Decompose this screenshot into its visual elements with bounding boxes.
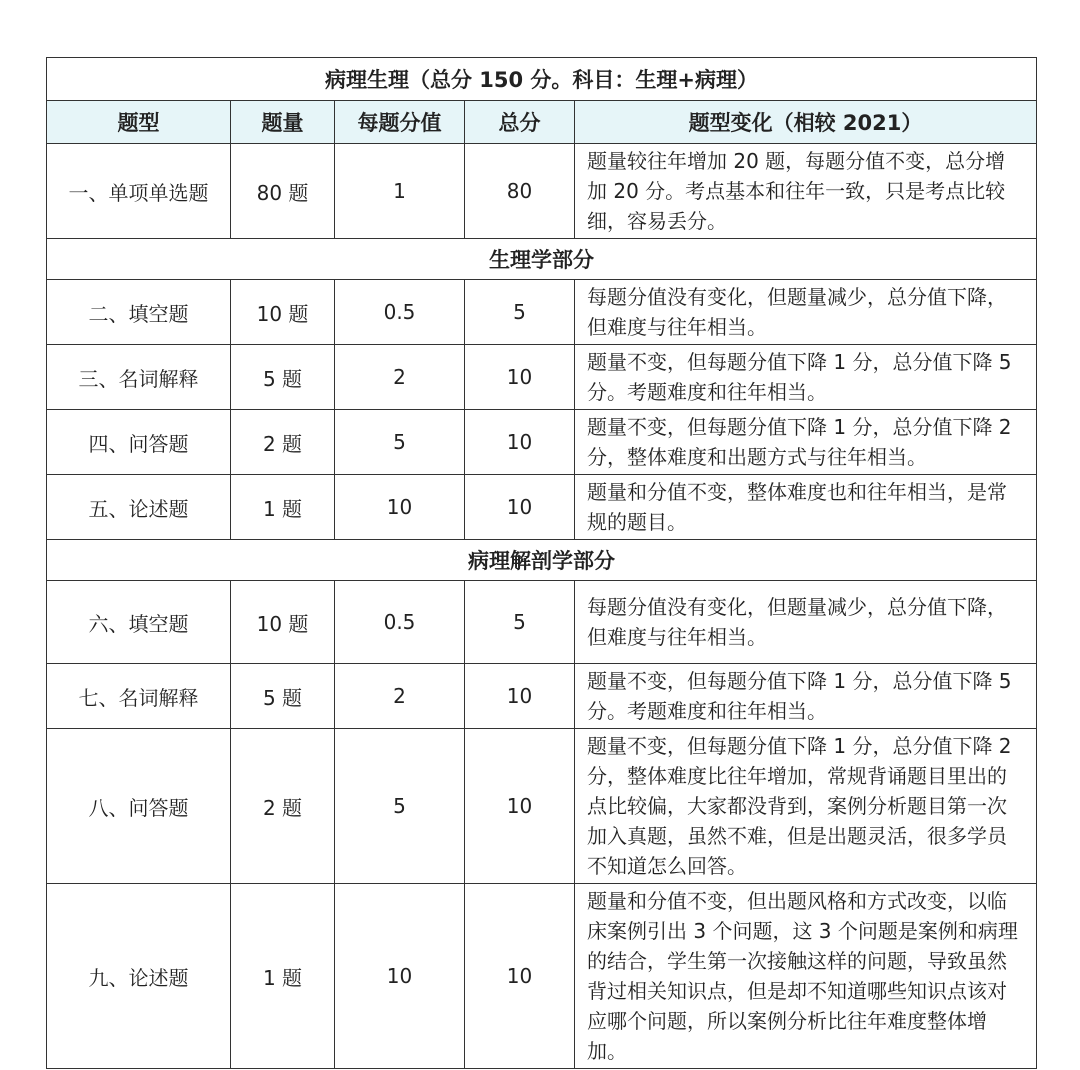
cell-count: 10 题: [231, 581, 335, 664]
table-row: [47, 410, 1037, 475]
cell-type: 九、论述题: [47, 884, 231, 1069]
cell-total: 80: [465, 144, 575, 239]
cell-count: 10 题: [231, 280, 335, 345]
cell-note: 每题分值没有变化，但题量减少，总分值下降，但难度与往年相当。: [575, 581, 1037, 664]
cell-each: 10: [335, 475, 465, 540]
cell-note: 题量不变，但每题分值下降 1 分，总分值下降 2 分，整体难度和出题方式与往年相当。: [575, 410, 1037, 475]
section-header-pathology: [47, 540, 1037, 581]
table-title: 病理生理（总分 150 分。科目：生理+病理）: [47, 58, 1037, 101]
cell-type: 六、填空题: [47, 581, 231, 664]
table-row: [47, 345, 1037, 410]
cell-total: 10: [465, 345, 575, 410]
cell-total: 5: [465, 280, 575, 345]
cell-each: 5: [335, 729, 465, 884]
cell-total: 10: [465, 410, 575, 475]
cell-each: 0.5: [335, 581, 465, 664]
header-points-each: 每题分值: [335, 101, 465, 144]
cell-note: 每题分值没有变化，但题量减少，总分值下降，但难度与往年相当。: [575, 280, 1037, 345]
cell-note: 题量不变，但每题分值下降 1 分，总分值下降 2 分，整体难度比往年增加，常规背诵题目里出的点比较偏，大家都没背到，案例分析题目第一次加入真题，虽然不难，但是出题灵活，很多学员不知道怎么回答。: [575, 729, 1037, 884]
table-header-row: [47, 101, 1037, 144]
table-row: [47, 475, 1037, 540]
cell-note: 题量和分值不变，整体难度也和往年相当，是常规的题目。: [575, 475, 1037, 540]
cell-count: 2 题: [231, 729, 335, 884]
cell-note: 题量较往年增加 20 题，每题分值不变，总分增加 20 分。考点基本和往年一致，只是考点比较细，容易丢分。: [575, 144, 1037, 239]
cell-total: 10: [465, 729, 575, 884]
table-row: [47, 729, 1037, 884]
cell-type: 四、问答题: [47, 410, 231, 475]
cell-type: 二、填空题: [47, 280, 231, 345]
section-title: 病理解剖学部分: [47, 540, 1037, 581]
cell-count: 80 题: [231, 144, 335, 239]
header-question-type: 题型: [47, 101, 231, 144]
cell-type: 五、论述题: [47, 475, 231, 540]
cell-count: 2 题: [231, 410, 335, 475]
cell-type: 三、名词解释: [47, 345, 231, 410]
cell-each: 10: [335, 884, 465, 1069]
cell-type: 八、问答题: [47, 729, 231, 884]
cell-total: 10: [465, 664, 575, 729]
header-question-count: 题量: [231, 101, 335, 144]
cell-each: 0.5: [335, 280, 465, 345]
cell-type: 一、单项单选题: [47, 144, 231, 239]
cell-note: 题量和分值不变，但出题风格和方式改变，以临床案例引出 3 个问题，这 3 个问题是案例和病理的结合，学生第一次接触这样的问题，导致虽然背过相关知识点，但是却不知道哪些知识点该对应哪个问题，所以案例分析比往年难度整体增加。: [575, 884, 1037, 1069]
table-row: [47, 664, 1037, 729]
cell-each: 2: [335, 345, 465, 410]
section-header-physiology: [47, 239, 1037, 280]
cell-total: 5: [465, 581, 575, 664]
table-row: [47, 144, 1037, 239]
cell-note: 题量不变，但每题分值下降 1 分，总分值下降 5 分。考题难度和往年相当。: [575, 664, 1037, 729]
cell-note: 题量不变，但每题分值下降 1 分，总分值下降 5 分。考题难度和往年相当。: [575, 345, 1037, 410]
cell-type: 七、名词解释: [47, 664, 231, 729]
header-change-notes: 题型变化（相较 2021）: [575, 101, 1037, 144]
section-title: 生理学部分: [47, 239, 1037, 280]
cell-each: 2: [335, 664, 465, 729]
cell-count: 5 题: [231, 345, 335, 410]
cell-each: 1: [335, 144, 465, 239]
table-row: [47, 280, 1037, 345]
table-row: [47, 884, 1037, 1069]
cell-count: 1 题: [231, 475, 335, 540]
cell-total: 10: [465, 884, 575, 1069]
cell-count: 1 题: [231, 884, 335, 1069]
table-title-row: [47, 58, 1037, 101]
table-row: [47, 581, 1037, 664]
exam-structure-table: [46, 57, 1037, 1069]
cell-count: 5 题: [231, 664, 335, 729]
header-total-points: 总分: [465, 101, 575, 144]
cell-total: 10: [465, 475, 575, 540]
cell-each: 5: [335, 410, 465, 475]
